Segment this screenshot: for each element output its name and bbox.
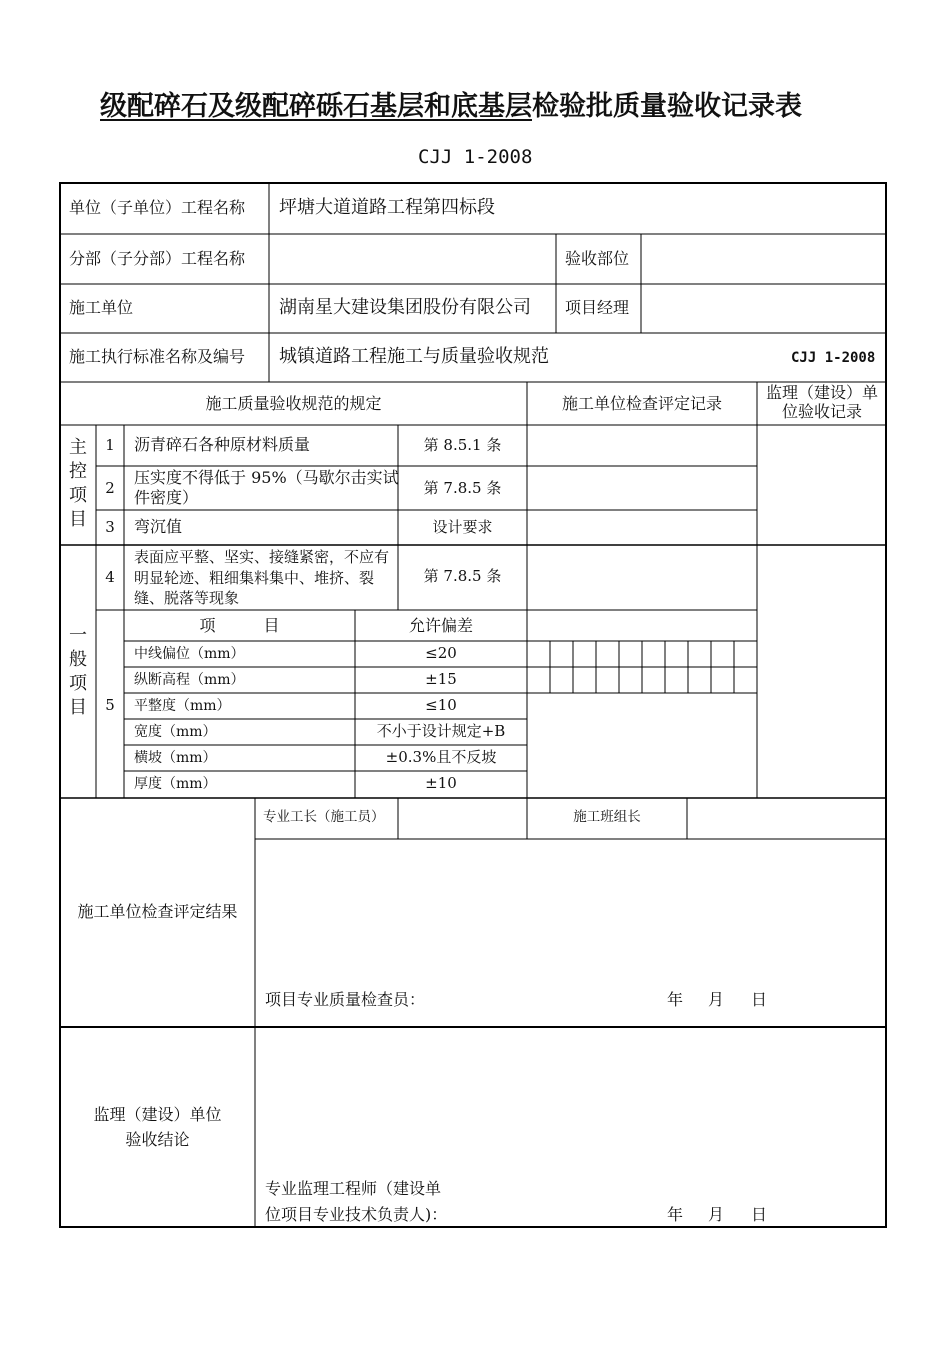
- tolerance-dev: ≤20: [425, 644, 457, 662]
- conclusion-year: 年: [667, 1205, 684, 1224]
- item-no: 5: [105, 696, 115, 714]
- engineer-label-line1: 专业监理工程师（建设单: [265, 1179, 442, 1198]
- item-no: 1: [105, 436, 115, 454]
- tolerance-dev: 不小于设计规定+B: [376, 722, 506, 740]
- tolerance-dev: ±0.3%且不反坡: [385, 748, 497, 766]
- tolerance-item: 平整度（mm）: [134, 698, 231, 714]
- result-day: 日: [751, 990, 768, 1009]
- item-clause: 第 7.8.5 条: [423, 567, 502, 585]
- standard-code: CJJ 1-2008: [418, 146, 533, 168]
- title-rest: 检验批质量验收记录表: [532, 91, 802, 122]
- item-no: 2: [105, 479, 115, 497]
- item-clause: 第 8.5.1 条: [423, 436, 502, 454]
- tolerance-dev: ±15: [425, 670, 457, 688]
- main-control-label: 主 控 项 目: [69, 437, 87, 530]
- item-desc: 压实度不得低于 95%（马歇尔击实试件密度）: [134, 468, 399, 507]
- unit-project-label: 单位（子单位）工程名称: [69, 198, 246, 217]
- project-manager-label: 项目经理: [565, 298, 630, 317]
- tolerance-item: 纵断高程（mm）: [134, 672, 245, 688]
- unit-project-value: 坪塘大道道路工程第四标段: [279, 197, 495, 218]
- conclusion-label-line1: 监理（建设）单位: [93, 1105, 222, 1124]
- result-month: 月: [708, 990, 725, 1009]
- exec-standard-code: CJJ 1-2008: [791, 350, 876, 366]
- tolerance-item: 厚度（mm）: [134, 776, 217, 792]
- division-label: 分部（子分部）工程名称: [69, 249, 246, 268]
- item-clause: 第 7.8.5 条: [423, 479, 502, 497]
- title-underlined: 级配碎石及级配碎砾石基层和底基层: [100, 91, 532, 122]
- col-record-header: 施工单位检查评定记录: [561, 394, 722, 413]
- item-clause: 设计要求: [432, 518, 493, 536]
- tolerance-item: 横坡（mm）: [134, 750, 217, 766]
- general-items-label: 一 般 项 目: [69, 625, 87, 718]
- item-no: 4: [105, 568, 115, 586]
- tolerance-dev: ≤10: [425, 696, 457, 714]
- col-supervision-header: 监理（建设）单位验收记录: [765, 383, 878, 421]
- exec-standard-label: 施工执行标准名称及编号: [69, 347, 246, 366]
- conclusion-day: 日: [751, 1205, 768, 1224]
- tolerance-item: 中线偏位（mm）: [134, 646, 245, 662]
- team-leader-label: 施工班组长: [573, 809, 641, 825]
- tolerance-header-item: 项 目: [199, 616, 280, 635]
- constructor-value: 湖南星大建设集团股份有限公司: [279, 297, 531, 318]
- tolerance-dev: ±10: [425, 774, 457, 792]
- conclusion-label-line2: 验收结论: [125, 1130, 190, 1149]
- item-desc: 表面应平整、坚实、接缝紧密，不应有明显轮迹、粗细集料集中、堆挤、裂缝、脱落等现象: [134, 548, 390, 607]
- result-label: 施工单位检查评定结果: [77, 902, 238, 921]
- acceptance-part-label: 验收部位: [565, 249, 630, 268]
- result-year: 年: [667, 990, 684, 1009]
- constructor-label: 施工单位: [69, 298, 134, 317]
- tolerance-item: 宽度（mm）: [134, 724, 217, 740]
- tolerance-header-deviation: 允许偏差: [408, 616, 473, 635]
- conclusion-month: 月: [708, 1205, 725, 1224]
- quality-inspector-label: 项目专业质量检查员：: [265, 990, 426, 1009]
- col-spec-header: 施工质量验收规范的规定: [205, 394, 382, 413]
- exec-standard-value: 城镇道路工程施工与质量验收规范: [279, 346, 549, 367]
- foreman-label: 专业工长（施工员）: [263, 809, 385, 825]
- item-no: 3: [105, 518, 115, 536]
- item-desc: 沥青碎石各种原材料质量: [134, 435, 311, 454]
- item-desc: 弯沉值: [134, 517, 183, 536]
- engineer-label-line2: 位项目专业技术负责人)：: [265, 1205, 448, 1224]
